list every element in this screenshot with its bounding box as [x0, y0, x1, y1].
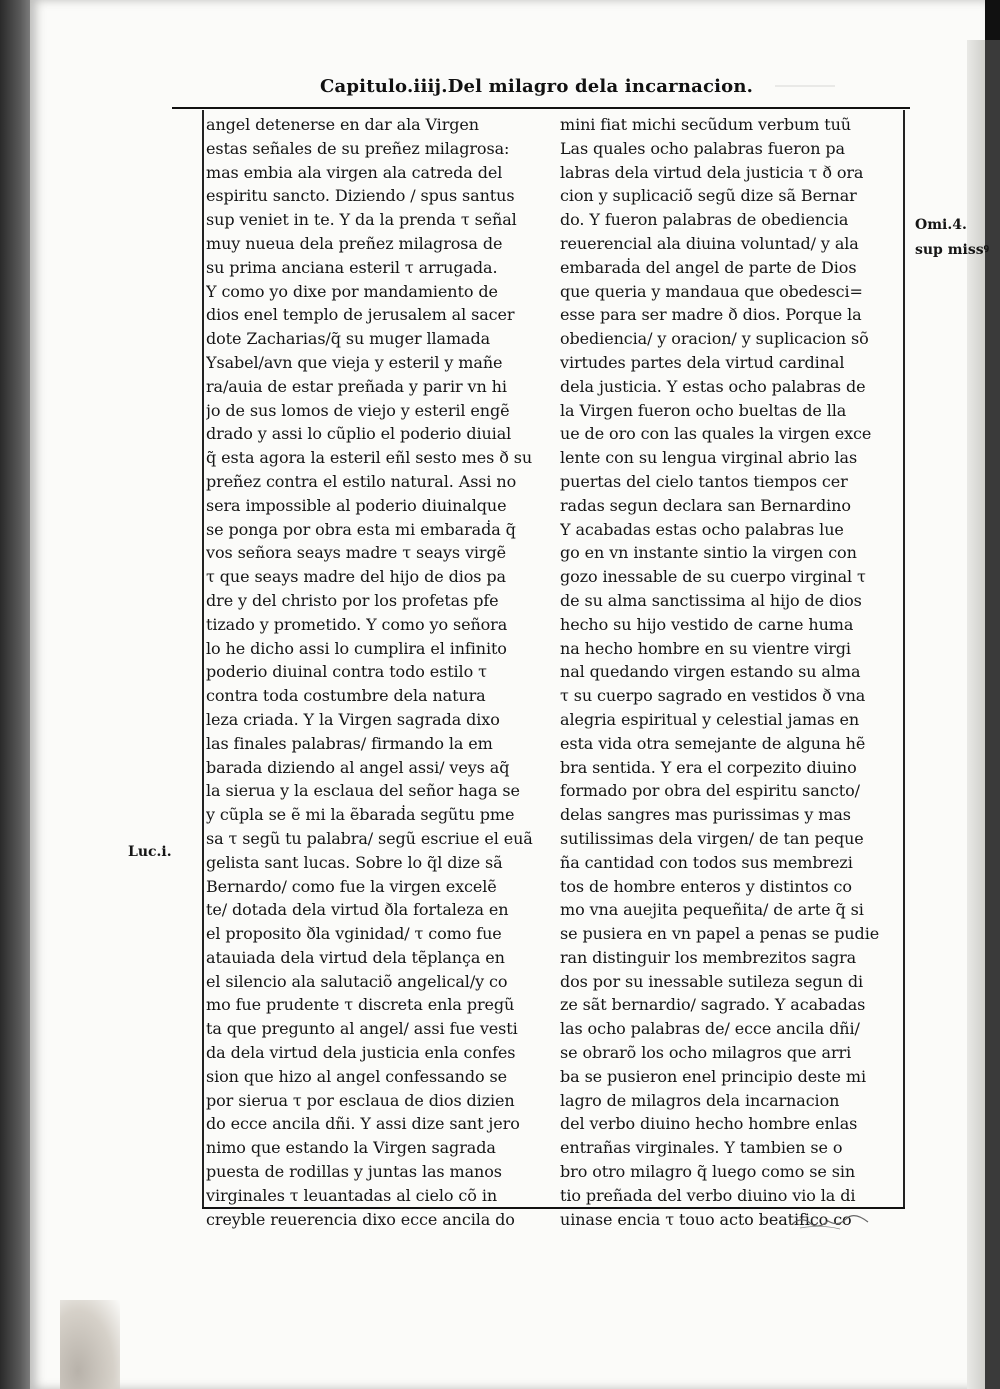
text-line: el proposito ðla vginidad/ τ como fue — [206, 924, 502, 944]
text-line: nimo que estando la Virgen sagrada — [206, 1138, 496, 1158]
text-line: puesta de rodillas y juntas las manos — [206, 1162, 502, 1182]
ink-scribble — [790, 1212, 870, 1232]
text-line: preñez contra el estilo natural. Assi no — [206, 471, 517, 491]
text-line: muy nueua dela preñez milagrosa de — [206, 233, 503, 253]
text-line: esse para ser madre ð dios. Porque la — [560, 305, 862, 325]
text-line: go en vn instante sintio la virgen con — [560, 543, 857, 563]
text-line: contra toda costumbre dela natura — [206, 686, 486, 706]
thumb-shadow — [60, 1300, 120, 1389]
text-line: τ su cuerpo sagrado en vestidos ð vna — [560, 686, 866, 706]
bleed-through — [775, 85, 835, 107]
scan-left-edge — [0, 0, 34, 1389]
text-line: estas señales de su preñez milagrosa: — [206, 138, 510, 158]
text-line: dote Zacharias/q̃ su muger llamada — [206, 329, 491, 349]
text-line: tio preñada del verbo diuino vio la di — [560, 1185, 856, 1205]
text-line: na hecho hombre en su vientre virgi — [560, 638, 851, 658]
text-line: ba se pusieron enel principio deste mi — [560, 1066, 866, 1086]
column-rule-right — [903, 110, 905, 1207]
text-line: te/ dotada dela virtud ðla fortaleza en — [206, 900, 509, 920]
text-line: drado y assi lo cũplio el poderio diuial — [206, 424, 512, 444]
text-line: gozo inessable de su cuerpo virginal τ — [560, 567, 866, 587]
text-line: se pusiera en vn papel a penas se pudie — [560, 924, 880, 944]
text-line: formado por obra del espiritu sancto/ — [560, 781, 860, 801]
text-line: embaraḋa del angel de parte de Dios — [560, 257, 857, 277]
text-line: barada diziendo al angel assi/ veys aq̃ — [206, 757, 510, 777]
text-line: lagro de milagros dela incarnacion — [560, 1090, 840, 1110]
text-line: angel detenerse en dar ala Virgen — [206, 115, 479, 134]
text-line: vos señora seays madre τ seays virgẽ — [206, 543, 506, 563]
text-line: lo he dicho assi lo cumplira el infinito — [206, 638, 507, 658]
text-line: ña cantidad con todos sus membrezi — [560, 852, 853, 872]
text-line: ra/auia de estar preñada y parir vn hi — [206, 376, 507, 396]
header-rule — [172, 107, 910, 109]
text-line: se obrarõ los ocho milagros que arri — [560, 1043, 852, 1063]
text-line: y cũpla se ẽ mi la ẽbaraḋa segũtu pme — [206, 805, 515, 825]
text-line: mini fiat michi secũdum verbum tuũ — [560, 115, 851, 134]
text-line: se ponga por obra esta mi embaraḋa q̃ — [206, 519, 516, 539]
text-line: sa τ segũ tu palabra/ segũ escriue el euã — [206, 828, 533, 848]
text-line: da dela virtud dela justicia enla confes — [206, 1043, 516, 1063]
text-line: ta que pregunto al angel/ assi fue vesti — [206, 1019, 518, 1039]
text-line: labras dela virtud dela justicia τ ð ora — [560, 162, 864, 182]
text-line: q̃ esta agora la esteril eñl sesto mes ð su — [206, 448, 533, 468]
text-line: bro otro milagro q̃ luego como se sin — [560, 1162, 856, 1182]
running-head: Capitulo.iiij.Del milagro dela incarnacion. — [320, 76, 754, 97]
text-line: por sierua τ por esclaua de dios dizien — [206, 1090, 515, 1110]
text-line: do. Y fueron palabras de obediencia — [560, 210, 849, 230]
text-line: alegria espiritual y celestial jamas en — [560, 709, 860, 729]
text-line: virtudes partes dela virtud cardinal — [560, 352, 845, 372]
text-line: dios enel templo de jerusalem al sacer — [206, 305, 515, 325]
text-line: τ que seays madre del hijo de dios pa — [206, 567, 506, 587]
text-line: atauiada dela virtud dela tẽplança en — [206, 947, 505, 967]
text-line: radas segun declara san Bernardino — [560, 495, 851, 515]
text-line: do ecce ancila dñi. Y assi dize sant jero — [206, 1114, 520, 1134]
text-line: obediencia/ y oracion/ y suplicacion sõ — [560, 329, 869, 349]
text-line: Y como yo dixe por mandamiento de — [206, 281, 498, 301]
text-line: sion que hizo al angel confessando se — [206, 1066, 508, 1086]
text-line: mo vna auejita pequeñita/ de arte q̃ si — [560, 900, 864, 920]
text-line: puertas del cielo tantos tiempos cer — [560, 471, 848, 491]
text-line: tos de hombre enteros y distintos co — [560, 876, 852, 896]
margin-note-luc: Luc.i. — [128, 844, 172, 860]
right-text-column — [560, 113, 900, 1231]
text-line: lente con su lengua virginal abrio las — [560, 448, 858, 468]
text-line: gelista sant lucas. Sobre lo q̃l dize sã — [206, 852, 503, 872]
text-line: dela justicia. Y estas ocho palabras de — [560, 376, 866, 396]
column-rule-left — [202, 110, 204, 1207]
text-line: Bernardo/ como fue la virgen excelẽ — [206, 876, 497, 896]
text-line: hecho su hijo vestido de carne huma — [560, 614, 854, 634]
text-line: la Virgen fueron ocho bueltas de lla — [560, 400, 847, 420]
text-line: entrañas virginales. Y tambien se o — [560, 1138, 843, 1158]
text-line: leza criada. Y la Virgen sagrada dixo — [206, 709, 500, 729]
text-line: de su alma sanctissima al hijo de dios — [560, 590, 862, 610]
text-line: mas embia ala virgen ala catreda del — [206, 162, 503, 182]
text-line: uinase encia τ touo acto beatifico co — [560, 1209, 852, 1229]
text-line: dre y del christo por los profetas pfe — [206, 590, 499, 610]
text-line: ue de oro con las quales la virgen exce — [560, 424, 872, 444]
text-line: delas sangres mas purissimas y mas — [560, 805, 851, 825]
text-line: mo fue prudente τ discreta enla pregũ — [206, 995, 515, 1015]
text-line: la sierua y la esclaua del señor haga se — [206, 781, 520, 801]
margin-note-sup: sup missꝰ — [915, 242, 989, 258]
text-line: sutilissimas dela virgen/ de tan peque — [560, 828, 864, 848]
text-line: nal quedando virgen estando su alma — [560, 662, 861, 682]
left-text-column — [206, 113, 550, 1231]
text-line: sera impossible al poderio diuinalque — [206, 495, 507, 515]
text-line: Ysabel/avn que vieja y esteril y mañe — [206, 352, 503, 372]
text-line: cion y suplicaciõ segũ dize sã Bernar — [560, 186, 857, 206]
text-line: jo de sus lomos de viejo y esteril engẽ — [206, 400, 510, 420]
text-line: las ocho palabras de/ ecce ancila dñi/ — [560, 1019, 860, 1039]
text-line: las finales palabras/ firmando la em — [206, 733, 493, 753]
margin-note-omi: Omi.4. — [915, 217, 967, 233]
text-line: que queria y mandaua que obedesci= — [560, 281, 863, 301]
text-line: Y acabadas estas ocho palabras lue — [560, 519, 844, 539]
text-line: tizado y prometido. Y como yo señora — [206, 614, 508, 634]
text-line: el silencio ala salutaciõ angelical/y co — [206, 971, 508, 991]
text-line: esta vida otra semejante de alguna hẽ — [560, 733, 866, 753]
text-line: bra sentida. Y era el corpezito diuino — [560, 757, 857, 777]
text-line: Las quales ocho palabras fueron pa — [560, 138, 845, 158]
text-line: espiritu sancto. Diziendo / spus santus — [206, 186, 515, 206]
text-line: creyble reuerencia dixo ecce ancila do — [206, 1209, 515, 1229]
text-line: poderio diuinal contra todo estilo τ — [206, 662, 487, 682]
text-line: reuerencial ala diuina voluntad/ y ala — [560, 233, 859, 253]
text-line: sup veniet in te. Y da la prenda τ señal — [206, 210, 517, 230]
text-line: ran distinguir los membrezitos sagra — [560, 947, 857, 967]
text-line: del verbo diuino hecho hombre enlas — [560, 1114, 858, 1134]
text-line: ze sãt bernardio/ sagrado. Y acabadas — [560, 995, 866, 1015]
text-line: virginales τ leuantadas al cielo cõ in — [206, 1185, 498, 1205]
text-line: su prima anciana esteril τ arrugada. — [206, 257, 498, 277]
text-line: dos por su inessable sutileza segun di — [560, 971, 864, 991]
